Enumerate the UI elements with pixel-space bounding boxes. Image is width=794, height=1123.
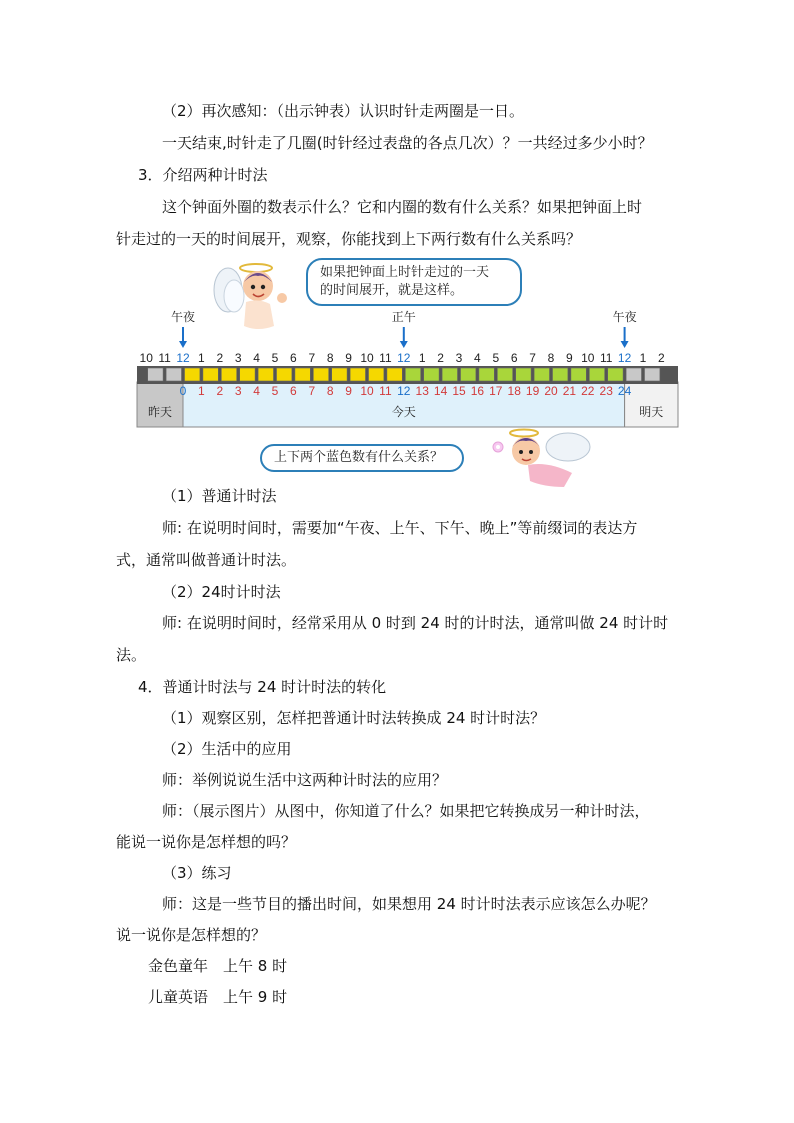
bottom-hour-label: 13 [415, 384, 429, 398]
bottom-hour-label: 10 [360, 384, 374, 398]
bottom-hour-label: 24 [617, 384, 632, 398]
bottom-hour-label: 8 [326, 384, 334, 398]
timeline-cell [258, 368, 273, 381]
timeline-cell [185, 368, 200, 381]
timeline-cell [516, 368, 531, 381]
bottom-hour-label: 4 [253, 384, 260, 398]
subheading-24h-time: （2）24时计时法 [162, 583, 281, 601]
timeline-cell [277, 368, 292, 381]
text-line-24h-1: 师: 在说明时间时，经常采用从 0 时到 24 时的计时法，通常叫做 24 时计时 [162, 614, 669, 632]
label-yesterday: 昨天 [147, 405, 173, 419]
angel-girl-illustration [488, 425, 598, 495]
speech-bubble-top [306, 258, 522, 306]
timeline-cell [295, 368, 310, 381]
time-marker-label: 正午 [391, 310, 416, 324]
timeline-cell [148, 368, 163, 381]
top-hour-label: 9 [566, 351, 573, 365]
bubble-bottom-text: 上下两个蓝色数有什么关系？ [274, 450, 444, 465]
program-item-1: 金色童年 上午 8 时 [148, 957, 288, 975]
timeline-cell [608, 368, 623, 381]
top-hour-label: 5 [271, 351, 279, 365]
bubble-top-line-2: 的时间展开，就是这样。 [320, 283, 464, 298]
top-hour-label: 2 [658, 351, 665, 365]
top-hour-label: 5 [492, 351, 500, 365]
timeline-cell [221, 368, 236, 381]
bottom-hour-label: 9 [345, 384, 352, 398]
timeline-cell [461, 368, 476, 381]
text-line-2: 一天结束,时针走了几圈(时针经过表盘的各点几次）？一共经过多少小时？ [162, 134, 653, 152]
text-line-4: 这个钟面外圈的数表示什么？它和内圈的数有什么关系？如果把钟面上时 [162, 198, 643, 216]
timeline-cell [442, 368, 457, 381]
time-marker-label: 午夜 [612, 310, 637, 324]
text-line-picture-1: 师：（展示图片）从图中，你知道了什么？如果把它转换成另一种计时法， [162, 802, 650, 820]
speech-bubble-bottom [260, 444, 464, 472]
bottom-hour-label: 18 [507, 384, 521, 398]
top-hour-label: 11 [158, 351, 171, 365]
bottom-hour-label: 0 [179, 384, 187, 398]
time-marker-arrowhead [179, 341, 187, 348]
top-hour-label: 1 [198, 351, 205, 365]
time-marker-arrowhead [400, 341, 408, 348]
bottom-hour-label: 3 [234, 384, 242, 398]
text-line-observe: （1）观察区别，怎样把普通计时法转换成 24 时计时法？ [162, 709, 546, 727]
top-hour-label: 7 [308, 351, 316, 365]
top-hour-label: 3 [234, 351, 242, 365]
timeline-cell [369, 368, 384, 381]
time-marker-arrowhead [621, 341, 629, 348]
bottom-hour-label: 14 [433, 384, 448, 398]
timeline-cell [497, 368, 512, 381]
bottom-hour-label: 6 [290, 384, 297, 398]
bottom-hour-label: 5 [271, 384, 279, 398]
section-heading-3: 3．介绍两种计时法 [138, 166, 268, 184]
text-line-picture-2: 能说一说你是怎样想的吗？ [116, 833, 297, 851]
top-hour-label: 12 [617, 351, 632, 365]
top-hour-label: 12 [397, 351, 411, 365]
bubble-top-line-1: 如果把钟面上时针走过的一天 [320, 265, 490, 280]
top-hour-label: 8 [547, 351, 555, 365]
top-hour-label: 10 [360, 351, 374, 365]
bottom-hour-label: 15 [452, 384, 466, 398]
timeline-cell [424, 368, 439, 381]
top-hour-label: 11 [379, 351, 392, 365]
top-hour-label: 6 [290, 351, 297, 365]
top-hour-label: 6 [510, 351, 518, 365]
time-marker-label: 午夜 [170, 310, 196, 324]
label-tomorrow: 明天 [639, 405, 664, 419]
top-hour-label: 9 [345, 351, 352, 365]
timeline-cell [553, 368, 568, 381]
bottom-hour-label: 7 [308, 384, 316, 398]
bottom-hour-label: 11 [379, 384, 392, 398]
top-hour-label: 8 [326, 351, 334, 365]
timeline-cell [350, 368, 365, 381]
bottom-hour-label: 21 [562, 384, 577, 398]
timeline-cell [645, 368, 660, 381]
timeline-cell [479, 368, 494, 381]
bottom-hour-label: 19 [525, 384, 540, 398]
timeline-cell [313, 368, 328, 381]
time-scale-diagram [0, 300, 794, 440]
text-line-24h-2: 法。 [116, 646, 147, 664]
top-hour-label: 2 [216, 351, 224, 365]
section-heading-4: 4．普通计时法与 24 时计时法的转化 [138, 678, 387, 696]
top-hour-label: 12 [176, 351, 190, 365]
timeline-cell [166, 368, 181, 381]
timeline-cell [405, 368, 420, 381]
timeline-cell [332, 368, 347, 381]
top-hour-label: 2 [437, 351, 444, 365]
text-line-5: 针走过的一天的时间展开，观察，你能找到上下两行数有什么关系吗？ [116, 230, 582, 248]
bottom-hour-label: 22 [581, 384, 595, 398]
top-hour-label: 1 [418, 351, 426, 365]
timeline-cell [571, 368, 586, 381]
bottom-hour-label: 16 [470, 384, 485, 398]
timeline-cell [387, 368, 402, 381]
top-hour-label: 7 [529, 351, 536, 365]
text-line-1: （2）再次感知：（出示钟表）认识时针走两圈是一日。 [162, 102, 525, 120]
text-line-example: 师：举例说说生活中这两种计时法的应用？ [162, 771, 448, 789]
timeline-cell [203, 368, 218, 381]
program-item-2: 儿童英语 上午 9 时 [148, 988, 288, 1006]
timeline-cell [240, 368, 255, 381]
text-line-regular-1: 师: 在说明时间时，需要加“午夜、上午、下午、晚上”等前缀词的表达方 [162, 519, 638, 537]
label-today: 今天 [391, 405, 416, 419]
subheading-application: （2）生活中的应用 [162, 740, 292, 758]
timeline-cell [589, 368, 604, 381]
text-line-practice-1: 师：这是一些节目的播出时间，如果想用 24 时计时法表示应该怎么办呢？ [162, 895, 656, 913]
bottom-hour-label: 12 [397, 384, 411, 398]
bottom-hour-label: 20 [544, 384, 558, 398]
top-hour-label: 10 [581, 351, 595, 365]
bottom-hour-label: 1 [198, 384, 205, 398]
bottom-hour-label: 17 [489, 384, 503, 398]
timeline-cell [626, 368, 641, 381]
text-line-practice-2: 说一说你是怎样想的？ [116, 926, 267, 944]
top-hour-label: 11 [599, 351, 613, 365]
top-hour-label: 3 [455, 351, 463, 365]
top-hour-label: 10 [139, 351, 153, 365]
text-line-regular-2: 式，通常叫做普通计时法。 [116, 551, 297, 569]
bottom-hour-label: 23 [599, 384, 613, 398]
subheading-practice: （3）练习 [162, 864, 232, 882]
subheading-regular-time: （1）普通计时法 [162, 487, 277, 505]
top-hour-label: 4 [253, 351, 260, 365]
bottom-hour-label: 2 [216, 384, 224, 398]
top-hour-label: 4 [474, 351, 481, 365]
top-hour-label: 1 [639, 351, 647, 365]
timeline-cell [534, 368, 549, 381]
